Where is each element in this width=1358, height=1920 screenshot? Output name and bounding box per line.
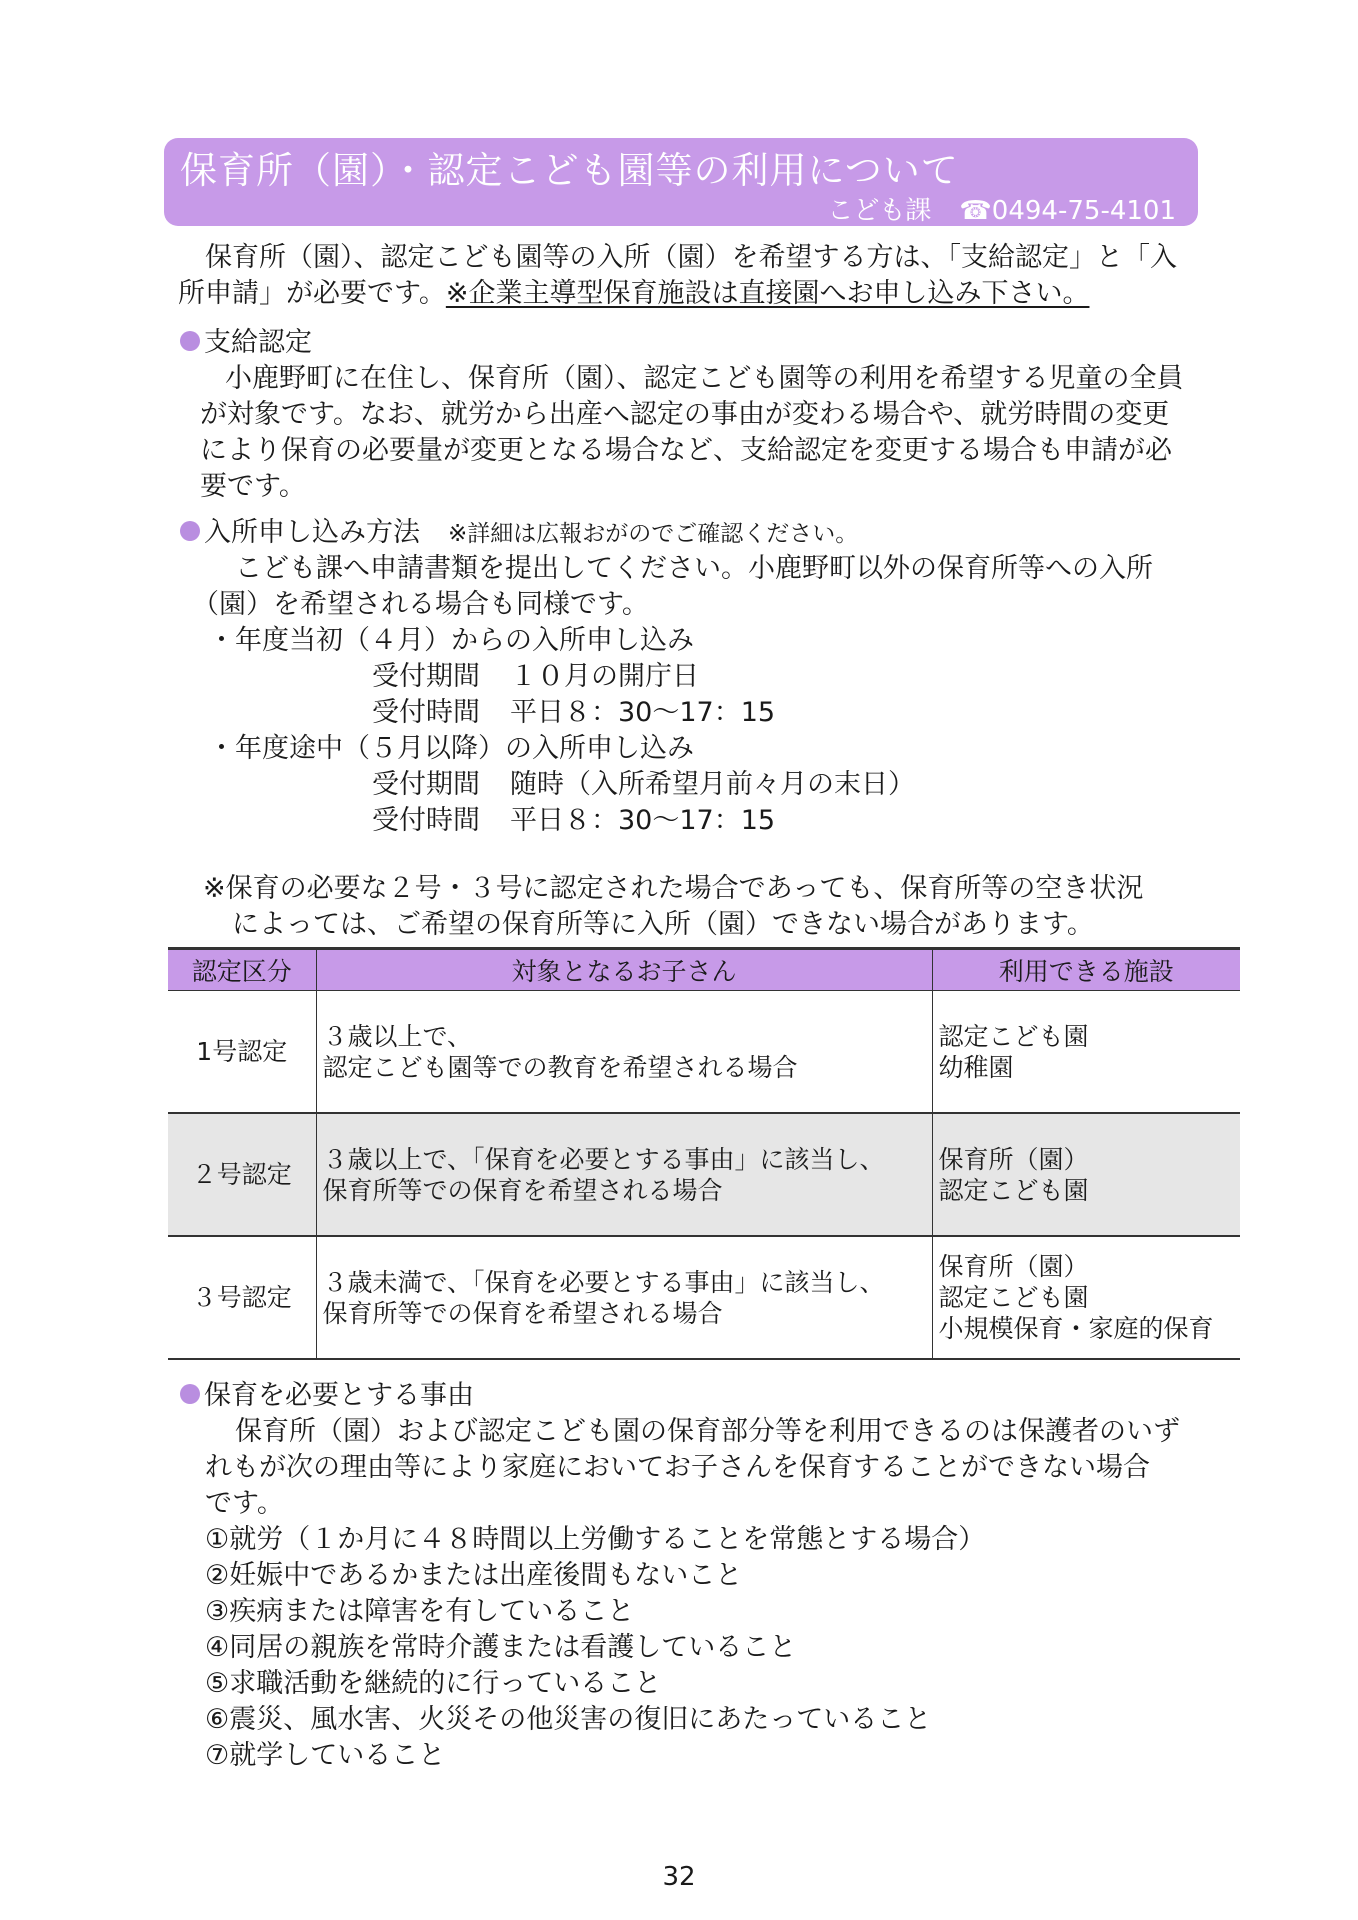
- reasons-line: 保育所（園）および認定こども園の保育部分等を利用できるのは保護者のいず: [235, 1416, 1180, 1447]
- facility-item: 認定こども園: [938, 1021, 1089, 1051]
- cert-facilities: [932, 1113, 1240, 1236]
- bullet-icon: [180, 331, 200, 351]
- shikyu-line: により保育の必要量が変更となる場合など、支給認定を変更する場合も申請が必: [200, 435, 1172, 466]
- list-item: ②妊娠中であるかまたは出産後間もないこと: [205, 1560, 743, 1591]
- case-period-label: 受付期間: [372, 769, 480, 800]
- list-item: ⑤求職活動を継続的に行っていること: [205, 1668, 662, 1699]
- shikyu-line: が対象です。なお、就労から出産へ認定の事由が変わる場合や、就労時間の変更: [200, 399, 1170, 430]
- availability-warning: によっては、ご希望の保育所等に入所（園）できない場合があります。: [232, 909, 1094, 940]
- list-item: ⑥震災、風水害、火災その他災害の復旧にあたっていること: [205, 1704, 932, 1735]
- phone-number: ☎0494-75-4101: [959, 196, 1176, 226]
- reasons-list: [205, 1522, 985, 1774]
- cert-target: [316, 1236, 932, 1359]
- section-heading-shikyu: [180, 325, 312, 361]
- table-row: [168, 991, 1240, 1114]
- cert-category: ２号認定: [168, 1113, 316, 1236]
- intro-line-1: 保育所（園）、認定こども園等の入所（園）を希望する方は、「支給認定」と「入: [205, 242, 1177, 273]
- page-number: 32: [662, 1862, 696, 1892]
- department-name: こども課: [827, 196, 932, 226]
- facility-item: 認定こども園: [938, 1175, 1089, 1205]
- case-period-label: 受付期間: [372, 661, 480, 692]
- certification-table: [168, 947, 1240, 1360]
- table-header: 対象となるお子さん: [316, 949, 932, 991]
- nyusho-heading-text: 入所申し込み方法: [204, 517, 420, 548]
- bullet-icon: [180, 521, 200, 541]
- case-time-label: 受付時間: [372, 697, 480, 728]
- shikyu-heading-text: 支給認定: [204, 327, 312, 358]
- header-banner: [164, 138, 1198, 226]
- list-item: ⑦就学していること: [205, 1740, 446, 1771]
- table-row: [168, 1113, 1240, 1236]
- intro-line-2: [178, 276, 1089, 312]
- cert-target: [316, 991, 932, 1114]
- list-item: ①就労（１か月に４８時間以上労働することを常態とする場合）: [205, 1524, 986, 1555]
- table-row: [168, 1236, 1240, 1359]
- contact-info: [827, 190, 1176, 227]
- cert-facilities: [932, 1236, 1240, 1359]
- table-header: 利用できる施設: [932, 949, 1240, 991]
- reasons-line: れもが次の理由等により家庭においてお子さんを保育することができない場合: [205, 1452, 1150, 1483]
- cert-target: [316, 1113, 932, 1236]
- table-header-row: [168, 949, 1240, 991]
- reasons-line: です。: [205, 1488, 284, 1519]
- reasons-heading-text: 保育を必要とする事由: [204, 1380, 474, 1411]
- nyusho-line: （園）を希望される場合も同様です。: [192, 589, 649, 620]
- case-time: 平日８：30～17：15: [510, 805, 776, 836]
- list-item: ④同居の親族を常時介護または看護していること: [205, 1632, 797, 1663]
- facility-item: 幼稚園: [938, 1052, 1014, 1082]
- cert-target-line: ３歳未満で、「保育を必要とする事由」に該当し、: [322, 1267, 885, 1297]
- section-heading-nyusho: [180, 515, 858, 552]
- case-time-label: 受付時間: [372, 805, 480, 836]
- cert-category: 1号認定: [168, 991, 316, 1114]
- cert-category: ３号認定: [168, 1236, 316, 1359]
- availability-warning: ※保育の必要な２号・３号に認定された場合であっても、保育所等の空き状況: [203, 873, 1144, 904]
- facility-item: 保育所（園）: [938, 1252, 1089, 1281]
- cert-facilities: [932, 991, 1240, 1114]
- nyusho-line: こども課へ申請書類を提出してください。小鹿野町以外の保育所等への入所: [235, 553, 1153, 584]
- list-item: ③疾病または障害を有していること: [205, 1596, 635, 1627]
- case-period: １０月の開庁日: [510, 661, 699, 692]
- shikyu-line: 要です。: [200, 471, 306, 502]
- page-title: 保育所（園）・認定こども園等の利用について: [180, 149, 959, 192]
- cert-target-line: 保育所等での保育を希望される場合: [322, 1175, 723, 1205]
- table-header: 認定区分: [168, 949, 316, 991]
- case-time: 平日８：30～17：15: [510, 697, 776, 728]
- shikyu-line: 小鹿野町に在住し、保育所（園）、認定こども園等の利用を希望する児童の全員: [225, 363, 1184, 394]
- intro-underlined-note: ※企業主導型保育施設は直接園へお申し込み下さい。: [445, 278, 1090, 309]
- facility-item: 認定こども園: [938, 1283, 1089, 1312]
- nyusho-note: ※詳細は広報おがのでご確認ください。: [448, 521, 859, 547]
- facility-item: 小規模保育・家庭的保育: [938, 1314, 1214, 1343]
- cert-target-line: ３歳以上で、「保育を必要とする事由」に該当し、: [322, 1144, 885, 1174]
- facility-item: 保育所（園）: [938, 1144, 1089, 1174]
- cert-target-line: 認定こども園等での教育を希望される場合: [322, 1052, 798, 1082]
- cert-target-line: ３歳以上で、: [322, 1021, 473, 1051]
- case-title: ・年度途中（５月以降）の入所申し込み: [208, 733, 694, 764]
- cert-target-line: 保育所等での保育を希望される場合: [322, 1298, 723, 1328]
- section-heading-reasons: [180, 1378, 474, 1414]
- intro-line-2-text: 所申請」が必要です。: [178, 278, 446, 309]
- case-title: ・年度当初（４月）からの入所申し込み: [208, 625, 694, 656]
- case-period: 随時（入所希望月前々月の末日）: [510, 769, 915, 800]
- bullet-icon: [180, 1384, 200, 1404]
